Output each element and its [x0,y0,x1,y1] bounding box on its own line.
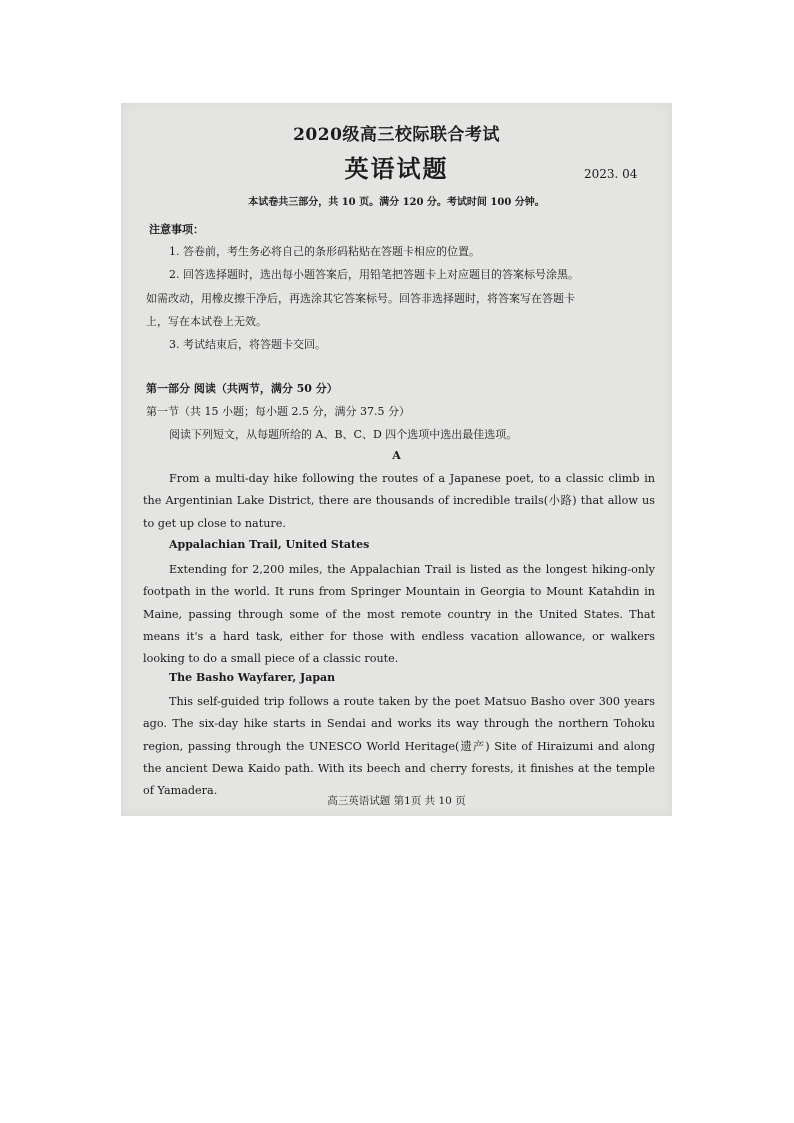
note-item-1: 1. 答卷前，考生务必将自己的条形码粘贴在答题卡相应的位置。 [169,245,480,258]
passage-paragraph-2: Extending for 2,200 miles, the Appalachian Trail is listed as the longest hiking-only footpath in the world. It runs from Springer Mountain in Georgia to Mount Katahdin in Maine, passing through some of the most remote country in the United States. That means it's a hard task, either for those with endless vacation allowance, or walkers looking to do a small piece of a classic route. [143,563,655,666]
passage-letter: A [392,449,401,462]
note-item-2-line-2: 如需改动，用橡皮擦干净后，再选涂其它答案标号。回答非选择题时，将答案写在答题卡 [146,292,575,305]
note-item-2-line-3: 上，写在本试卷上无效。 [146,315,267,328]
scanned-exam-page [121,103,672,816]
note-item-2-line-1: 2. 回答选择题时，选出每小题答案后，用铅笔把答题卡上对应题目的答案标号涂黑。 [169,268,579,281]
passage-paragraph-1: From a multi-day hike following the routes of a Japanese poet, to a classic climb in the Argentinian Lake District, there are thousands of incredible trails(小路) that allow us to get up close to nature. [143,472,655,530]
exam-date: 2023. 04 [584,167,638,181]
part-1-heading: 第一部分 阅读（共两节，满分 50 分） [146,382,338,395]
appalachian-heading: Appalachian Trail, United States [169,538,370,551]
exam-intro: 本试卷共三部分，共 10 页。满分 120 分。考试时间 100 分钟。 [248,197,545,208]
page-footer: 高三英语试题 第1页 共 10 页 [327,795,466,807]
exam-title: 2020级高三校际联合考试 [293,125,500,145]
section-1-heading: 第一节（共 15 小题；每小题 2.5 分，满分 37.5 分） [146,405,410,418]
notes-heading: 注意事项： [149,223,204,236]
basho-heading: The Basho Wayfarer, Japan [169,671,336,684]
subject-title: 英语试题 [344,154,449,183]
reading-instruction: 阅读下列短文，从每题所给的 A、B、C、D 四个选项中选出最佳选项。 [169,428,518,441]
note-item-3: 3. 考试结束后，将答题卡交回。 [169,338,326,351]
passage-paragraph-3: This self-guided trip follows a route taken by the poet Matsuo Basho over 300 years ago. The six-day hike starts in Sendai and works its way through the northern Tohoku region, passing through the UNESCO World Heritage(遗产) Site of Hiraizumi and along the ancient Dewa Kaido path. With its beech and cherry forests, it finishes at the temple of Yamadera. [143,695,655,798]
